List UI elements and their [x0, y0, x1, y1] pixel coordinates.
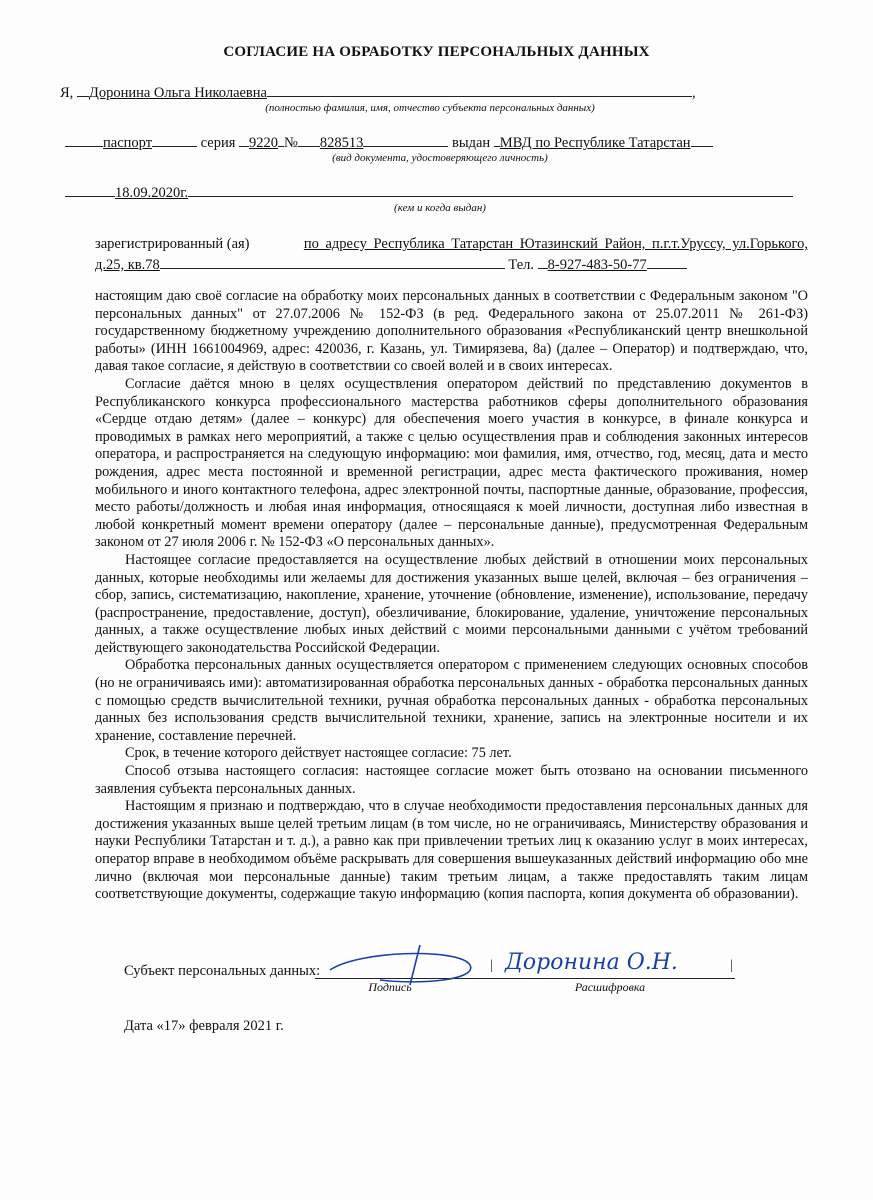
paragraph-term: Срок, в течение которого действует настоящее согласие: 75 лет.	[125, 745, 512, 762]
address-value-2: д.25, кв.78	[95, 257, 160, 273]
series-value: 9220	[249, 135, 279, 151]
series-label: серия	[200, 135, 236, 151]
address-label: зарегистрированный (ая)	[95, 236, 250, 252]
issue-hint: (кем и когда выдан)	[394, 202, 486, 214]
name-prefix: Я,	[60, 85, 74, 101]
paragraph-actions: Настоящее согласие предоставляется на осуществление любых действий в отношении моих персональных данных, которые необходимы или желаемы для достижения указанных выше целей, включая – без ограничения – сбор, запись, систематизацию, накопление, хранение, уточнение (обновление, изменение), использование, передачу (распространение, предоставление, доступ), обезличивание, блокирование, удаление, уничтожение персональных данных, а также осуществление любых иных действий с моими персональными данными с учётом требований действующего законодательства Российской Федерации.	[95, 551, 808, 656]
issued-by-value: МВД по Республике Татарстан	[499, 135, 691, 151]
paragraph-consent: настоящим даю своё согласие на обработку моих персональных данных в соответствии с Федеральным законом "О персональных данных" от 27.07.2006 № 152-ФЗ (в ред. Федерального закона от 25.07.2011 № 261-ФЗ) государственному бюджетному учреждению дополнительного образования «Республиканский центр внешкольной работы» (ИНН 1661004969, адрес: 420036, г. Казань, ул. Тимирязева, 8а) (далее – Оператор) и подтверждаю, что, давая такое согласие, я действую в соответствии со своей волей и в своих интересах.	[95, 288, 808, 375]
phone-label: Тел.	[508, 257, 535, 273]
name-row	[60, 82, 696, 102]
number-value: 828513	[319, 135, 364, 151]
issue-date-value: 18.09.2020г.	[115, 185, 189, 201]
comma: ,	[691, 85, 696, 101]
decoding-bracket-right: |	[730, 958, 733, 973]
signature-hint: Подпись	[368, 980, 412, 994]
address-row-2	[95, 254, 687, 274]
document-title: СОГЛАСИЕ НА ОБРАБОТКУ ПЕРСОНАЛЬНЫХ ДАННЫХ	[223, 44, 650, 60]
paragraph-methods: Обработка персональных данных осуществляется оператором с применением следующих основных способов (но не ограничиваясь ими): автоматизированная обработка персональных данных - обработка персональных данных с помощью средств вычислительной техники, ручная обработка персональных данных - обработка персональных данных без использования средств вычислительной техники, хранение, запись на электронные носители и их хранение, составление перечней.	[95, 657, 808, 744]
paragraph-purpose: Согласие даётся мною в целях осуществления оператором действий по представлению документов в Республиканского конкурса профессионального мастерства работников сферы дополнительного образования «Сердце отдаю детям» (далее – конкурс) для обеспечения моего участия в конкурсе, в финале конкурса и проводимых в рамках него мероприятий, а также с целью осуществления прав и соблюдения законных интересов оператора, и распространяется на следующую информацию: мои фамилия, имя, отчество, год, месяц, дата и место рождения, адрес места постоянной и временной регистрации, адрес места фактического проживания, номер мобильного и иного контактного телефона, адрес электронной почты, паспортные данные, образование, профессия, место работы/должность и любая иная информация, относящаяся к моей личности, доступная либо известная в любой конкретный момент времени оператору (далее – персональные данные), предусмотренная Федеральным законом от 27 июля 2006 г. № 152-ФЗ «О персональных данных».	[95, 375, 808, 551]
address-row-1	[95, 236, 808, 253]
number-label: №	[284, 135, 298, 151]
consent-body	[95, 288, 808, 904]
document-type: паспорт	[103, 135, 153, 151]
issued-label: выдан	[452, 135, 491, 151]
address-value-1: по адресу Республика Татарстан Ютазинский Район, п.г.т.Уруссу, ул.Горького,	[303, 236, 808, 252]
paragraph-revocation: Способ отзыва настоящего согласия: настоящее согласие может быть отозвано на основании письменного заявления субъекта персональных данных.	[95, 763, 808, 797]
signature-label: Субъект персональных данных:	[124, 963, 321, 979]
full-name-field: Доронина Ольга Николаевна	[88, 85, 267, 101]
decoding-bracket-left: |	[490, 958, 493, 973]
date-line: Дата «17» февраля 2021 г.	[124, 1018, 284, 1034]
name-hint: (полностью фамилия, имя, отчество субъекта персональных данных)	[265, 102, 595, 114]
issue-date-row	[65, 182, 793, 202]
decoding-hint: Расшифровка	[574, 980, 646, 994]
handwritten-decoding: Доронина О.Н.	[505, 950, 678, 975]
document-hint: (вид документа, удостоверяющего личность)	[332, 152, 548, 164]
phone-value: 8-927-483-50-77	[547, 257, 647, 273]
document-row	[65, 132, 713, 152]
paragraph-third-parties: Настоящим я признаю и подтверждаю, что в случае необходимости предоставления персональных данных для достижения указанных выше целей третьим лицам (в том числе, но не ограничиваясь, Министерству образования и науки Республики Татарстан и т. д.), а равно как при привлечении третьих лиц к оказанию услуг в моих интересах, оператор вправе в необходимом объёме раскрывать для совершения вышеуказанных действий информацию обо мне лично (включая мои персональные данные) таким третьим лицам, а также предоставлять таким лицам соответствующие документы, содержащие такую информацию (копия паспорта, копия документа об образовании).	[95, 798, 808, 903]
